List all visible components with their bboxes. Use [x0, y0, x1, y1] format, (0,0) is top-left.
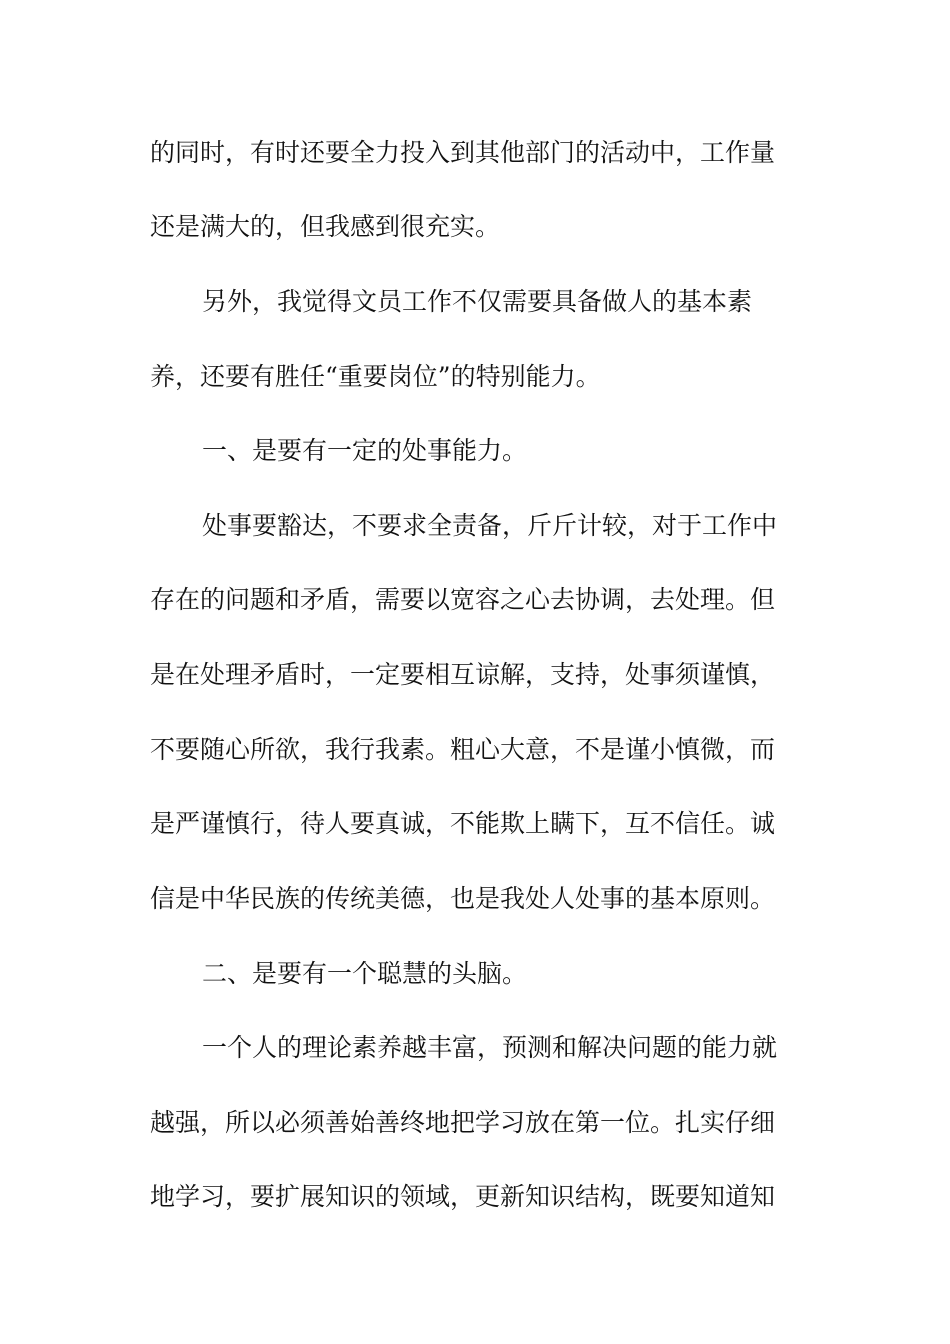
section-heading-2: 二、是要有一个聪慧的头脑。 [202, 959, 528, 988]
paragraph-first-line: 一个人的理论素养越丰富，预测和解决问题的能力就 [202, 1033, 778, 1062]
text-line: 的同时，有时还要全力投入到其他部门的活动中，工作量 [150, 138, 776, 167]
text-line: 越强，所以必须善始善终地把学习放在第一位。扎实仔细 [150, 1108, 776, 1137]
text-line: 存在的问题和矛盾，需要以宽容之心去协调，去处理。但 [150, 585, 776, 614]
paragraph-first-line: 处事要豁达，不要求全责备，斤斤计较，对于工作中 [202, 511, 778, 540]
text-line: 地学习，要扩展知识的领域，更新知识结构，既要知道知 [150, 1182, 776, 1211]
text-line: 是严谨慎行，待人要真诚，不能欺上瞒下，互不信任。诚 [150, 809, 776, 838]
text-line: 是在处理矛盾时，一定要相互谅解，支持，处事须谨慎， [150, 660, 776, 689]
text-line: 养，还要有胜任“重要岗位”的特别能力。 [150, 362, 601, 391]
section-heading-1: 一、是要有一定的处事能力。 [202, 436, 528, 465]
text-line: 信是中华民族的传统美德，也是我处人处事的基本原则。 [150, 884, 776, 913]
text-line: 不要随心所欲，我行我素。粗心大意，不是谨小慎微，而 [150, 735, 776, 764]
text-line: 还是满大的，但我感到很充实。 [150, 212, 501, 241]
paragraph-first-line: 另外，我觉得文员工作不仅需要具备做人的基本素 [202, 287, 753, 316]
